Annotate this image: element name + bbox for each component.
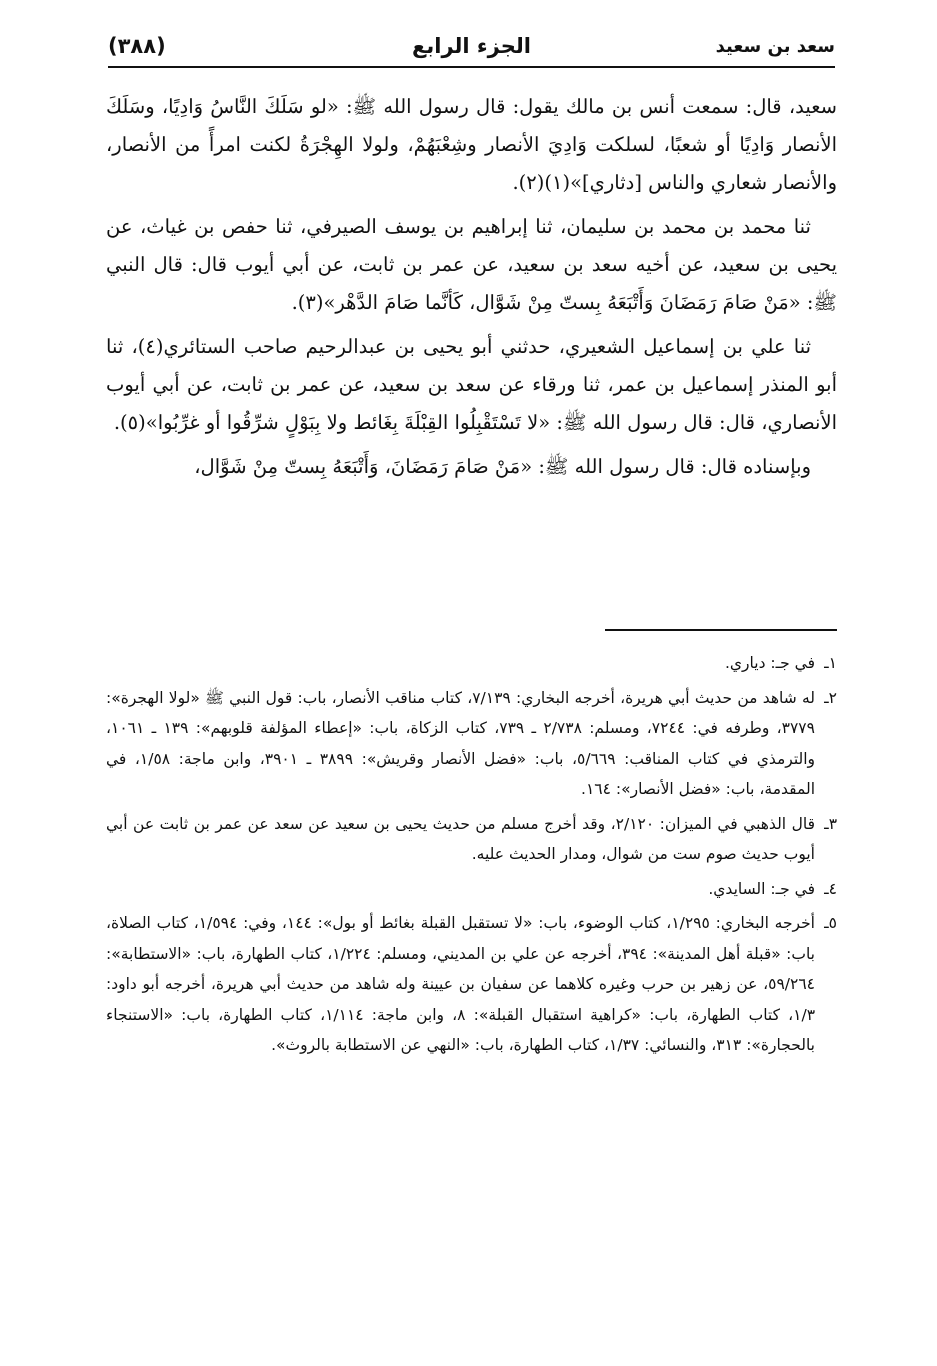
footnote-number: ٢ـ <box>824 688 837 707</box>
footnote-number: ٤ـ <box>824 879 837 898</box>
footnote <box>106 908 837 1061</box>
volume-title: الجزء الرابع <box>412 34 531 58</box>
footnote-text: في جـ: السايدي. <box>708 879 815 898</box>
running-head <box>108 30 835 68</box>
footnote-number: ٥ـ <box>824 914 837 932</box>
paragraph: ثنا محمد بن محمد بن سليمان، ثنا إبراهيم بن يوسف الصيرفي، ثنا حفص بن غياث، عن يحيى بن سعيد، عن أخيه سعد بن سعيد، عن عمر بن ثابت، عن أبي أيوب قال: قال النبي ﷺ: «مَنْ صَامَ رَمَضَانَ وَأَتْبَعَهُ بِستّ مِنْ شَوَّال، كَأنَّما صَامَ الدَّهْر»(٣). <box>106 215 837 314</box>
footnote-divider <box>605 629 837 631</box>
page-number: (٣٨٨) <box>108 34 166 58</box>
paragraph: ثنا علي بن إسماعيل الشعيري، حدثني أبو يحيى بن عبدالرحيم صاحب الستائري(٤)، ثنا أبو المنذر إسماعيل بن عمر، ثنا ورقاء عن سعد بن سعيد، عن عمر بن ثابت، عن أبي أيوب الأنصاري، قال: قال رسول الله ﷺ: «لا تَسْتَقْبِلُوا القِبْلَةَ بِغَائط ولا بِبَوْلٍ شرِّقُوا أو غرِّبُوا»(٥). <box>106 335 837 434</box>
book-title: سعد بن سعيد <box>715 36 835 57</box>
footnote <box>106 648 837 679</box>
footnote <box>106 683 837 805</box>
footnotes <box>106 648 837 1065</box>
footnote <box>106 874 837 905</box>
paragraph: وبإسناده قال: قال رسول الله ﷺ: «مَنْ صَامَ رَمَضَانَ، وَأَتْبَعَهُ بِستّ مِنْ شَوَّال، <box>194 455 811 478</box>
footnote-number: ١ـ <box>824 654 837 672</box>
footnote-text: في جـ: دياري. <box>724 654 815 672</box>
footnote <box>106 809 837 870</box>
footnote-text: قال الذهبي في الميزان: ٢/١٢٠، وقد أخرج مسلم من حديث يحيى بن سعيد عن سعد عن عمر بن ثابت عن أبي أيوب حديث صوم ست من شوال، ومدار الحديث عليه. <box>106 814 816 863</box>
footnote-text: أخرجه البخاري: ١/٢٩٥، كتاب الوضوء، باب: «لا تستقبل القبلة بغائط أو بول»: ١٤٤، وفي: ١/٥٩٤، كتاب الصلاة، باب: «قبلة أهل المدينة»: ٣٩٤، أخرجه عن علي بن المديني، ومسلم: ١/٢٢٤، كتاب الطهارة، باب: «الاستطابة»: ٥٩/٢٦٤، عن زهير بن حرب وغيره كلاهما عن سفيان بن عيينة وله شاهد من حديث أبي هريرة، أخرجه أبو داود: ١/٣، كتاب الطهارة، باب: «كراهية استقبال القبلة»: ٨، وابن ماجة: ١/١١٤، كتاب الطهارة، باب: «الاستنجاء بالحجارة»: ٣١٣، والنسائي: ١/٣٧، كتاب الطهارة، باب: «النهي عن الاستطابة بالروث». <box>106 914 816 1054</box>
main-text <box>106 88 837 492</box>
paragraph: سعيد، قال: سمعت أنس بن مالك يقول: قال رسول الله ﷺ: «لو سَلَكَ النَّاسُ وَادِيًا، وسَلَكَ الأنصار وَادِيًا أو شعبًا، لسلكت وَادِيَ الأنصار وشِعْبَهُمْ، ولولا الهِجْرَةُ لكنت امرأً من الأنصار، والأنصار شعاري والناس [دثاري]»(١)(٢). <box>106 95 837 194</box>
footnote-text: له شاهد من حديث أبي هريرة، أخرجه البخاري: ٧/١٣٩، كتاب مناقب الأنصار، باب: قول النبي ﷺ «لولا الهجرة»: ٣٧٧٩، وطرفه في: ٧٢٤٤، ومسلم: ٢/٧٣٨ ـ ٧٣٩، كتاب الزكاة، باب: «إعطاء المؤلفة قلوبهم»: ١٣٩ ـ ١٠٦١، والترمذي في كتاب المناقب: ٥/٦٦٩، باب: «فضل الأنصار وقريش»: ٣٨٩٩ ـ ٣٩٠١، وابن ماجة: ١/٥٨، في المقدمة، باب: «فضل الأنصار»: ١٦٤. <box>106 688 816 798</box>
footnote-number: ٣ـ <box>824 814 838 833</box>
